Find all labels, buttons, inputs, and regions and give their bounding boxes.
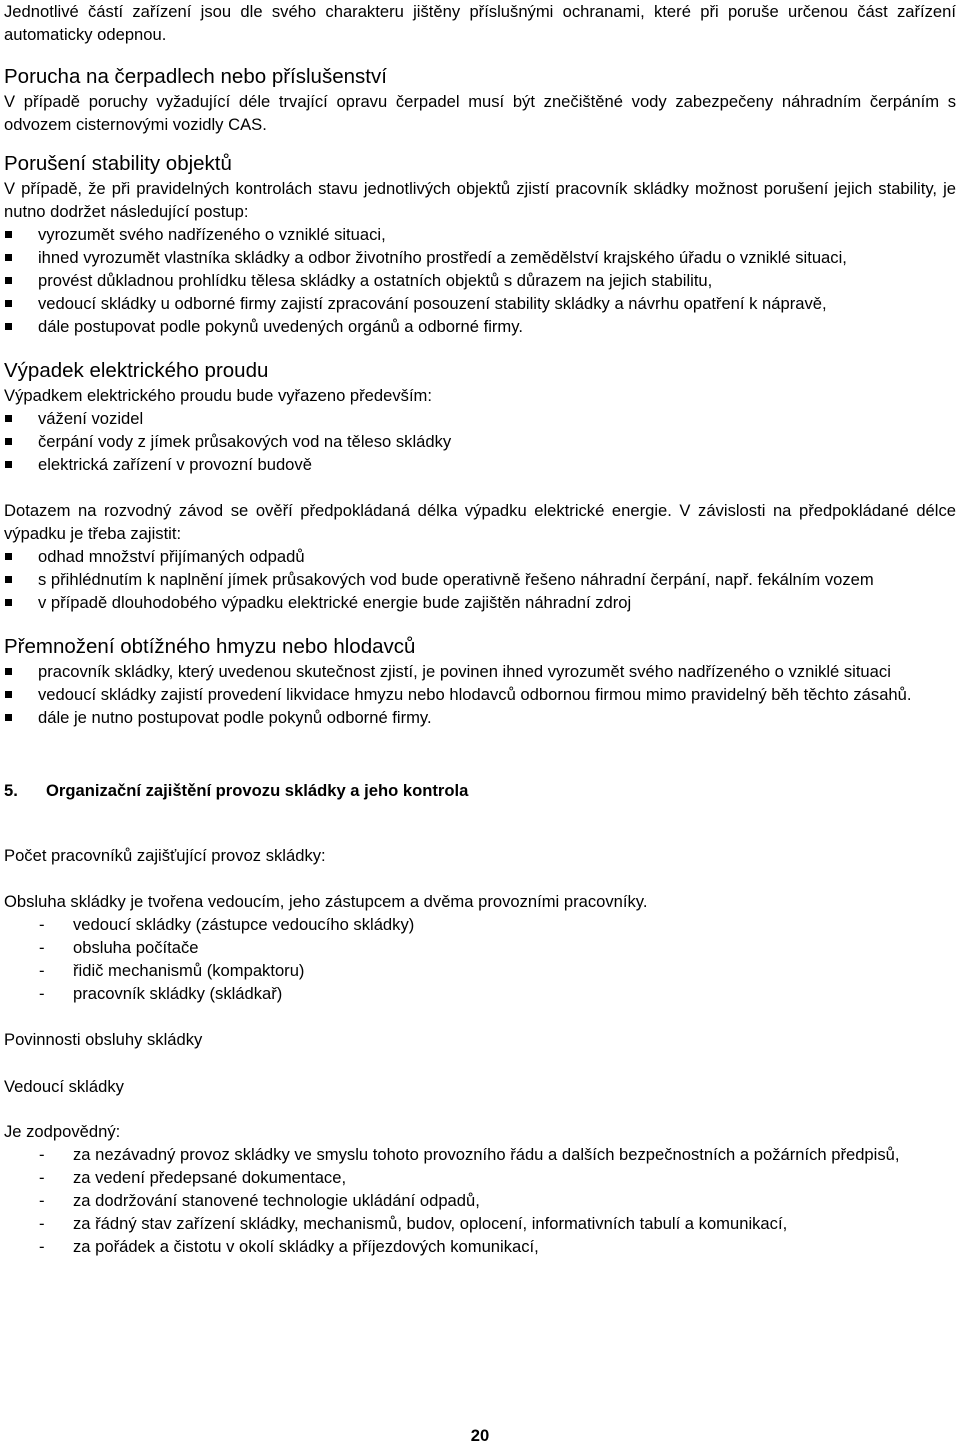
square-bullet-icon	[5, 254, 12, 261]
square-bullet-icon	[5, 231, 12, 238]
stability-list	[4, 223, 956, 338]
list-item: - pracovník skládky (skládkař)	[39, 984, 283, 1003]
responsible-label: Je zodpovědný:	[4, 1122, 121, 1141]
list-item: provést důkladnou prohlídku tělesa skládky a ostatních objektů s důrazem na jejich stabilitu,	[4, 269, 956, 292]
list-item: dále postupovat podle pokynů uvedených orgánů a odborné firmy.	[4, 315, 956, 338]
square-bullet-icon	[5, 277, 12, 284]
section-title: Organizační zajištění provozu skládky a jeho kontrola	[46, 781, 469, 800]
list-item: - vedoucí skládky (zástupce vedoucího skládky)	[39, 915, 415, 934]
staff-list	[4, 913, 956, 1005]
square-bullet-icon	[5, 553, 12, 560]
list-item: - za vedení předepsané dokumentace,	[39, 1168, 347, 1187]
square-bullet-icon	[5, 576, 12, 583]
document-page	[4, 0, 956, 1258]
square-bullet-icon	[5, 714, 12, 721]
list-item: - za pořádek a čistotu v okolí skládky a příjezdových komunikací,	[39, 1237, 539, 1256]
staff-count-label: Počet pracovníků zajišťující provoz skládky:	[4, 846, 326, 865]
square-bullet-icon	[5, 691, 12, 698]
pump-failure-paragraph: V případě poruchy vyžadující déle trvající opravu čerpadel musí být znečištěné vody zabezpečeny náhradním čerpáním s odvozem cisternovými vozidly CAS.	[4, 92, 956, 134]
list-item: vedoucí skládky u odborné firmy zajistí zpracování posouzení stability skládky a návrhu opatření k nápravě,	[4, 292, 956, 315]
list-item: elektrická zařízení v provozní budově	[4, 453, 956, 476]
power-outage-paragraph: Výpadkem elektrického proudu bude vyřazeno především:	[4, 386, 432, 405]
list-item: pracovník skládky, který uvedenou skutečnost zjistí, je povinen ihned vyrozumět svého nadřízeného o vzniklé situaci	[4, 660, 956, 683]
dash-bullet: -	[39, 915, 45, 934]
heading-power-outage: Výpadek elektrického proudu	[4, 359, 269, 382]
square-bullet-icon	[5, 323, 12, 330]
heading-pests: Přemnožení obtížného hmyzu nebo hlodavců	[4, 635, 416, 658]
list-item: čerpání vody z jímek průsakových vod na těleso skládky	[4, 430, 956, 453]
duties-list	[4, 1143, 956, 1258]
list-item: - za řádný stav zařízení skládky, mechanismů, budov, oplocení, informativních tabulí a komunikací,	[39, 1214, 788, 1233]
list-item: - za dodržování stanovené technologie ukládání odpadů,	[39, 1191, 480, 1210]
list-item: - řidič mechanismů (kompaktoru)	[39, 961, 305, 980]
section-number: 5.	[4, 781, 18, 800]
square-bullet-icon	[5, 438, 12, 445]
list-item: odhad množství přijímaných odpadů	[4, 545, 956, 568]
manager-label: Vedoucí skládky	[4, 1077, 124, 1096]
square-bullet-icon	[5, 415, 12, 422]
dash-bullet: -	[39, 1237, 45, 1256]
list-item: vedoucí skládky zajistí provedení likvidace hmyzu nebo hlodavců odbornou firmou mimo pravidelný běh těchto zásahů.	[4, 683, 956, 706]
pests-list	[4, 660, 956, 729]
staff-paragraph: Obsluha skládky je tvořena vedoucím, jeho zástupcem a dvěma provozními pracovníky.	[4, 892, 648, 911]
list-item: - obsluha počítače	[39, 938, 199, 957]
list-item: ihned vyrozumět vlastníka skládky a odbor životního prostředí a zemědělství krajského úřadu o vzniklé situaci,	[4, 246, 956, 269]
square-bullet-icon	[5, 300, 12, 307]
heading-stability: Porušení stability objektů	[4, 152, 232, 175]
square-bullet-icon	[5, 599, 12, 606]
square-bullet-icon	[5, 668, 12, 675]
power-outage-list	[4, 407, 956, 476]
list-item: dále je nutno postupovat podle pokynů odborné firmy.	[4, 706, 956, 729]
dash-bullet: -	[39, 961, 45, 980]
stability-paragraph: V případě, že při pravidelných kontrolách stavu jednotlivých objektů zjistí pracovník skládky možnost porušení jejich stability, je nutno dodržet následující postup:	[4, 179, 956, 221]
list-item: - za nezávadný provoz skládky ve smyslu tohoto provozního řádu a dalších bezpečnostních a požárních předpisů,	[39, 1145, 900, 1164]
dash-bullet: -	[39, 984, 45, 1003]
section-5-heading	[4, 779, 956, 802]
list-item: s přihlédnutím k naplnění jímek průsakových vod bude operativně řešeno náhradní čerpání, např. fekálním vozem	[4, 568, 956, 591]
heading-pump-failure: Porucha na čerpadlech nebo příslušenství	[4, 65, 387, 88]
list-item: v případě dlouhodobého výpadku elektrické energie bude zajištěn náhradní zdroj	[4, 591, 956, 614]
dash-bullet: -	[39, 1145, 45, 1164]
duties-label: Povinnosti obsluhy skládky	[4, 1030, 203, 1049]
dash-bullet: -	[39, 1214, 45, 1233]
dash-bullet: -	[39, 938, 45, 957]
dash-bullet: -	[39, 1168, 45, 1187]
list-item: vyrozumět svého nadřízeného o vzniklé situaci,	[4, 223, 956, 246]
dash-bullet: -	[39, 1191, 45, 1210]
power-outage-list-2	[4, 545, 956, 614]
square-bullet-icon	[5, 461, 12, 468]
list-item: vážení vozidel	[4, 407, 956, 430]
power-outage-paragraph-2: Dotazem na rozvodný závod se ověří předpokládaná délka výpadku elektrické energie. V závislosti na předpokládané délce výpadku je třeba zajistit:	[4, 501, 956, 543]
page-number: 20	[470, 1426, 490, 1445]
intro-paragraph: Jednotlivé částí zařízení jsou dle svého charakteru jištěny příslušnými ochranami, které při poruše určenou část zařízení automaticky odepnou.	[4, 2, 956, 44]
